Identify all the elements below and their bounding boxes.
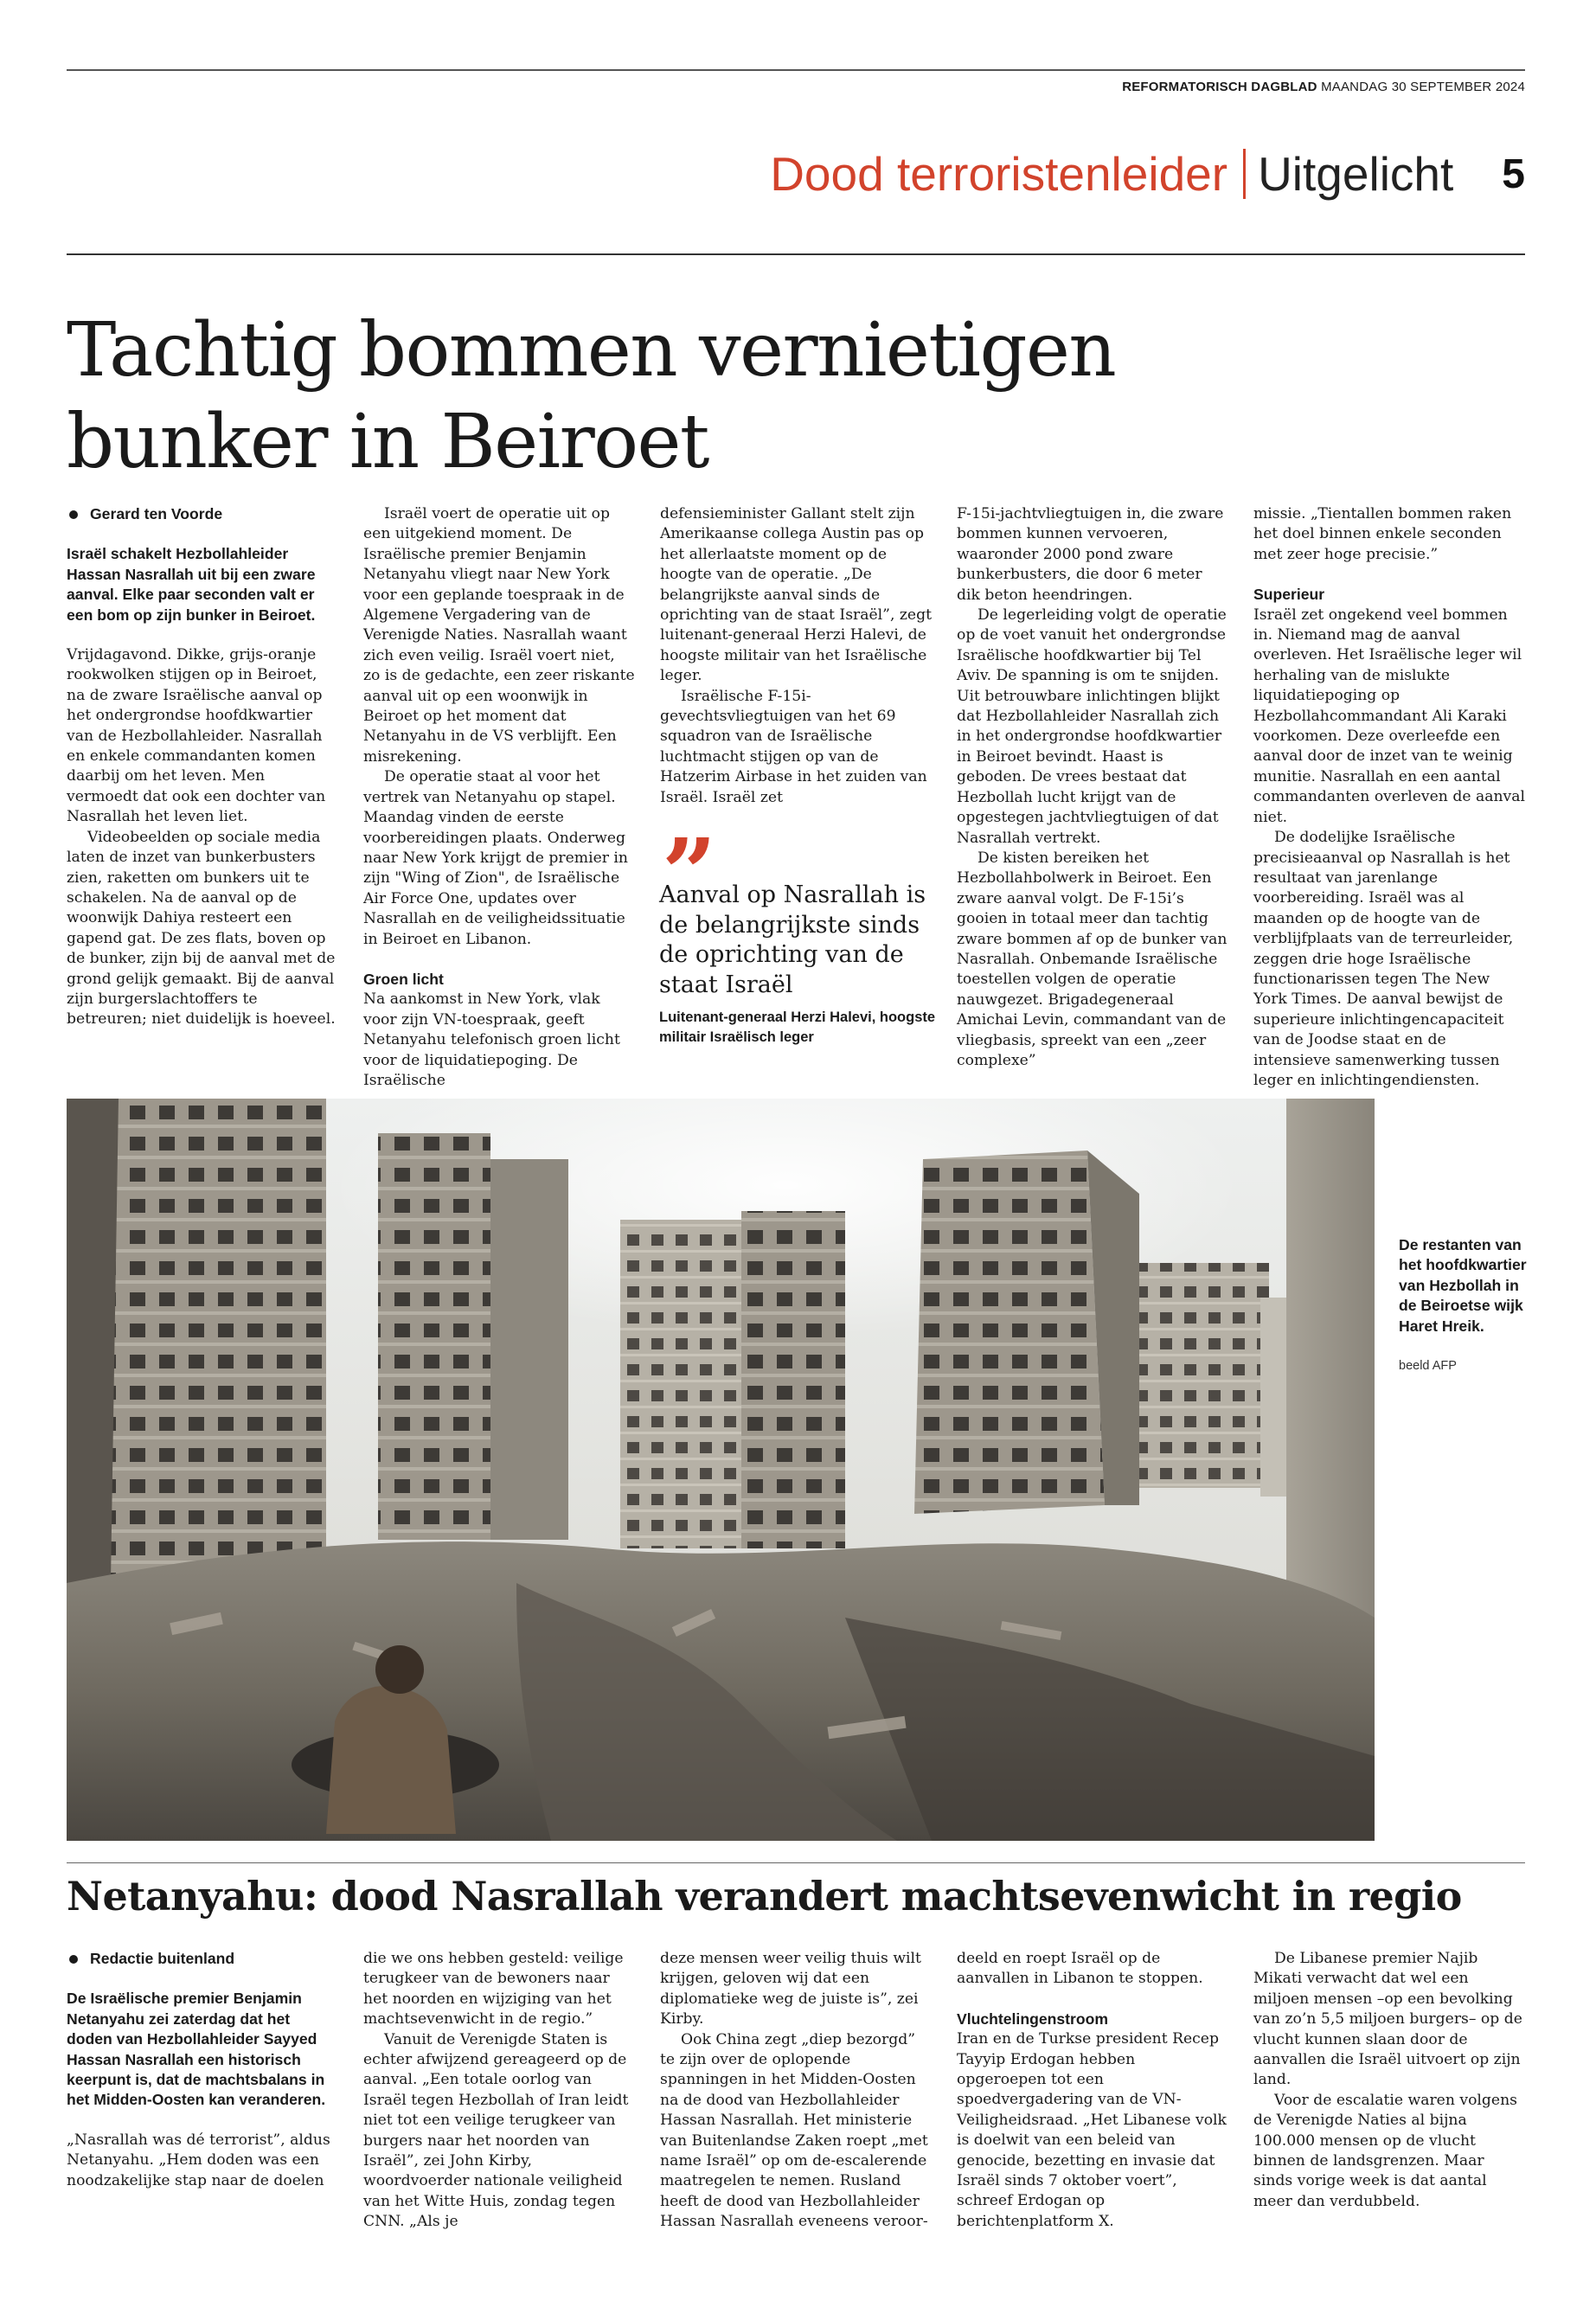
article-headline: [67, 304, 1278, 488]
paragraph: deeld en roept Israël op de aanvallen in Libanon te stoppen.: [957, 1950, 1203, 1988]
paragraph: Israël voert de operatie uit op een uitgekiend moment. De Israëlische premier Benjamin Netanyahu vliegt naar New York voor een geplande toespraak in de Algemene Vergadering van de Verenigde Naties. Nasrallah waant zich even veilig. Israël voert niet, zo is de gedachte, een zeer riskante aanval uit op een woonwijk in Beiroet op het moment dat Netanyahu in de VS verblijft. Een misrekening.: [363, 505, 635, 766]
section-divider: [1243, 149, 1246, 199]
paragraph: Iran en de Turkse president Recep Tayyip Erdogan hebben opgeroepen tot een spoedvergadering van de VN-Veiligheidsraad. „Het Libanese volk is doelwit van een beleid van genocide, bezetting en invasie dat Israël sinds 7 oktober voert”, schreef Erdogan op berichtenplatform X.: [957, 2030, 1227, 2230]
bullet-icon: [69, 1955, 78, 1964]
article-column-4: [957, 504, 1229, 1071]
paragraph: De dodelijke Israëlische precisieaanval op Nasrallah is het resultaat van jarenlange voorbereiding. Israël was al maanden op de hoogte van de verblijfplaats van de terreurleider, zeggen drie hoge Israëlische functionarissen tegen The New York Times. De aanval bewijst de superieure inlichtingencapaciteit van de Joodse staat en de intensieve samenwerking tussen leger en inlichtingendiensten.: [1253, 829, 1514, 1089]
header-rule: [67, 253, 1525, 255]
newspaper-name: REFORMATORISCH DAGBLAD: [1122, 80, 1317, 94]
author-name: Gerard ten Voorde: [90, 505, 223, 522]
paragraph: Israël zet ongekend veel bommen in. Niemand mag de aanval overleven. Het Israëlische leger wil herhaling van de mislukte liquidatiepoging op Hezbollahcommandant Ali Karaki voorkomen. Deze overleefde een aanval door de inzet van te weinig munitie. Nasrallah en een aantal commandanten overleven de aanval niet.: [1253, 606, 1525, 826]
paragraph: defensieminister Gallant stelt zijn Amerikaanse collega Austin pas op het allerlaatste moment op de hoogte van de operatie. „De belangrijkste aanval sinds de oprichting van de staat Israël”, zegt luitenant-generaal Herzi Halevi, de hoogste militair van het Israëlische leger.: [660, 505, 933, 685]
article-column-5: [1253, 504, 1526, 1091]
news-photo: [67, 1099, 1375, 1841]
headline-line-1: Tachtig bommen vernietigen: [67, 307, 1116, 394]
paragraph: „Nasrallah was dé terrorist”, aldus Netanyahu. „Hem doden was een noodzakelijke stap naar de doelen: [67, 2131, 330, 2189]
section-title: Dood terroristenleider: [770, 147, 1228, 201]
paragraph: Vrijdagavond. Dikke, grijs-oranje rookwolken stijgen op in Beiroet, na de zware Israëlische aanval op het ondergrondse hoofdkwartier van de Hezbollahleider. Nasrallah en enkele commandanten komen daarbij om het leven. Men vermoedt dat ook een dochter van Nasrallah het leven liet.: [67, 646, 326, 826]
article2-column-5: [1253, 1949, 1526, 2212]
article2-headline: Netanyahu: dood Nasrallah verandert machtsevenwicht in regio: [67, 1873, 1462, 1920]
pull-quote: Aanval op Nasrallah is de belangrijkste sinds de oprichting van de staat Israël: [659, 881, 926, 998]
article2-column-3: [660, 1949, 933, 2233]
headline-line-2: bunker in Beiroet: [67, 399, 708, 485]
paragraph: Vanuit de Verenigde Staten is echter afwijzend gereageerd op de aanval. „Een totale oorlog van Israël tegen Hezbollah of Iran leidt niet tot een veilige terugkeer van burgers naar het noorden van Israël”, zei John Kirby, woordvoerder nationale veiligheid van het Witte Huis, zondag tegen CNN. „Als je: [363, 2030, 629, 2231]
author-name: Redactie buitenland: [90, 1950, 235, 1967]
paragraph: Na aankomst in New York, vlak voor zijn VN-toespraak, geeft Netanyahu telefonisch groen licht voor de liquidatiepoging. De Israëlische: [363, 990, 620, 1089]
paragraph: F-15i-jachtvliegtuigen in, die zware bommen kunnen vervoeren, waaronder 2000 pond zware bunkerbusters, die door 6 meter dik beton heendringen.: [957, 505, 1224, 604]
destroyed-buildings-illustration: [67, 1099, 1375, 1841]
article-lead: De Israëlische premier Benjamin Netanyahu zei zaterdag dat het doden van Hezbollahleider Sayyed Hassan Nasrallah een historisch keerpunt is, dat de machtsbalans in het Midden-Oosten kan veranderen.: [67, 1990, 326, 2109]
paragraph: De Libanese premier Najib Mikati verwacht dat wel een miljoen mensen –op een bevolking van zo’n 5,5 miljoen burgers– op de vlucht kunnen slaan door de aanvallen die Israël uitvoert op zijn land.: [1253, 1950, 1522, 2089]
article-column-2: [363, 504, 636, 1091]
article-divider: [67, 1862, 1525, 1863]
paragraph: De legerleiding volgt de operatie op de voet vanuit het ondergrondse Israëlische hoofdkwartier bij Tel Aviv. De spanning is om te snijden. Uit betrouwbare inlichtingen blijkt dat Hezbollahleider Nasrallah zich in het ondergrondse hoofdkwartier in Beiroet bevindt. Haast is geboden. De vrees bestaat dat Hezbollah lucht krijgt van de opgestegen jachtvliegtuigen of dat Nasrallah vertrekt.: [957, 606, 1227, 847]
top-rule: [67, 69, 1525, 71]
subheading: Superieur: [1253, 586, 1325, 604]
article-column-3: [660, 504, 933, 808]
byline: [67, 1949, 339, 1969]
quote-mark-icon: ”: [662, 817, 717, 929]
section-subtitle: Uitgelicht: [1258, 147, 1454, 201]
page-number: 5: [1502, 151, 1525, 197]
paragraph: De kisten bereiken het Hezbollahbolwerk in Beiroet. Een zware aanval volgt. De F-15i’s gooien in totaal meer dan tachtig zware bommen af op de bunker van Nasrallah. Onbemande Israëlische toestellen volgen de operatie nauwgezet. Brigadegeneraal Amichai Levin, commandant van de vliegbasis, spreekt van een „zeer complexe”: [957, 849, 1227, 1069]
issue-date: MAANDAG 30 SEPTEMBER 2024: [1321, 80, 1525, 94]
paragraph: deze mensen weer veilig thuis wilt krijgen, geloven wij dat een diplomatieke weg de juiste is”, zei Kirby.: [660, 1950, 921, 2029]
photo-credit: beeld AFP: [1399, 1359, 1457, 1373]
subheading: Vluchtelingenstroom: [957, 2009, 1108, 2028]
paragraph: De operatie staat al voor het vertrek van Netanyahu op stapel. Maandag vinden de eerste voorbereidingen plaats. Onderweg naar New York krijgt de premier in zijn "Wing of Zion", de Israëlische Air Force One, updates over Nasrallah en de veiligheidssituatie in Beiroet en Libanon.: [363, 768, 628, 948]
paragraph: Israëlische F-15i-gevechtsvliegtuigen van het 69 squadron van de Israëlische luchtmacht stijgen op van de Hatzerim Airbase in het zuiden van Israël. Israël zet: [660, 687, 927, 806]
article2-column-4: [957, 1949, 1229, 2232]
bullet-icon: [69, 510, 78, 519]
subheading: Groen licht: [363, 970, 444, 988]
paragraph: die we ons hebben gesteld: veilige terugkeer van de bewoners naar het noorden en wijziging van het machtsevenwicht in de regio.”: [363, 1950, 624, 2029]
paragraph: Voor de escalatie waren volgens de Verenigde Naties al bijna 100.000 mensen op de vlucht binnen de landsgrenzen. Maar sinds vorige week is dat aantal meer dan verdubbeld.: [1253, 2091, 1517, 2210]
article2-column-2: [363, 1949, 636, 2233]
article-lead: Israël schakelt Hezbollahleider Hassan Nasrallah uit bij een zware aanval. Elke paar seconden valt er een bom op zijn bunker in Beiroet.: [67, 545, 316, 624]
quote-attribution: Luitenant-generaal Herzi Halevi, hoogste militair Israëlisch leger: [659, 1009, 936, 1045]
article2-column-1: [67, 1949, 339, 2191]
byline: [67, 504, 339, 524]
paragraph: Ook China zegt „diep bezorgd” te zijn over de oplopende spanningen in het Midden-Oosten na de dood van Hezbollahleider Hassan Nasrallah. Het ministerie van Buitenlandse Zaken roept „met name Israël” op om de-escalerende maatregelen te nemen. Rusland heeft de dood van Hezbollahleider Hassan Nasrallah eveneens veroor-: [660, 2030, 928, 2231]
paragraph: missie. „Tientallen bommen raken het doel binnen enkele seconden met zeer hoge precisie.”: [1253, 505, 1512, 563]
masthead-info: [1122, 80, 1525, 94]
section-header: [770, 144, 1525, 204]
article-column-1: [67, 504, 339, 1030]
paragraph: Videobeelden op sociale media laten de inzet van bunkerbusters zien, raketten om bunkers uit te schakelen. Na de aanval op de woonwijk Dahiya resteert een gapend gat. De zes flats, boven op de bunker, zijn bij de aanval met de grond gelijk gemaakt. Bij de aanval zijn burgerslachtoffers te betreuren; niet duidelijk is hoeveel.: [67, 828, 336, 1029]
photo-caption: De restanten van het hoofdkwartier van Hezbollah in de Beiroetse wijk Haret Hreik.: [1399, 1236, 1527, 1335]
